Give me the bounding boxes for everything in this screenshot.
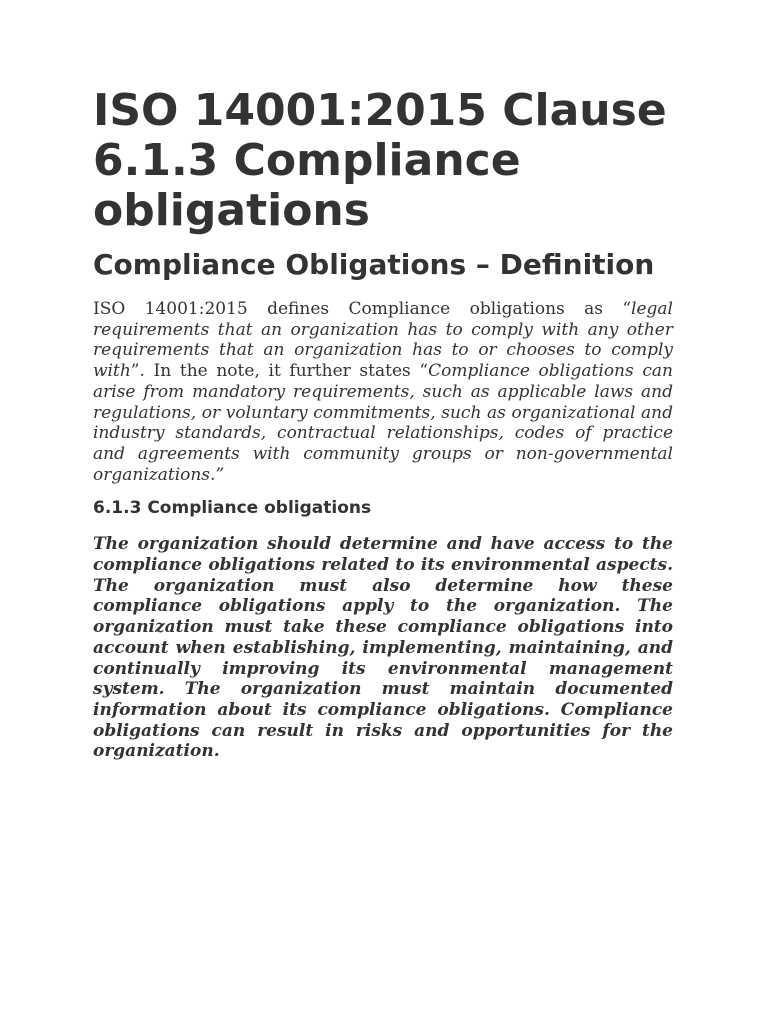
definition-paragraph bbox=[93, 299, 673, 485]
page-title: ISO 14001:2015 Clause 6.1.3 Compliance obligations bbox=[93, 85, 667, 236]
definition-quote-note: Compliance obligations can arise from mandatory requirements, such as applicable laws and regulations, or voluntary commitments, such as organizational and industry standards, contractual relationships, codes of practice and agreements with community groups or non-governmental organizations. bbox=[93, 361, 673, 485]
clause-heading: 6.1.3 Compliance obligations bbox=[93, 498, 372, 519]
definition-end: ” bbox=[215, 464, 225, 485]
section-heading: Compliance Obligations – Definition bbox=[93, 248, 655, 281]
definition-quote-legal: legal requirements that an organization has to comply with any other requirements that an organization has to or chooses to comply with bbox=[93, 299, 673, 382]
definition-middle: ”. In the note, it further states “ bbox=[130, 361, 429, 382]
definition-intro: ISO 14001:2015 defines Compliance obligations as “ bbox=[93, 299, 632, 319]
document-page bbox=[93, 86, 673, 762]
clause-paragraph: The organization should determine and have access to the compliance obligations related to its environmental aspects. The organization must also determine how these compliance obligations apply to the organization. The organization must take these compliance obligations into account when establishing, implementing, maintaining, and continually improving its environmental management system. The organization must maintain documented information about its compliance obligations. Compliance obligations can result in risks and opportunities for the organization. bbox=[93, 534, 673, 762]
